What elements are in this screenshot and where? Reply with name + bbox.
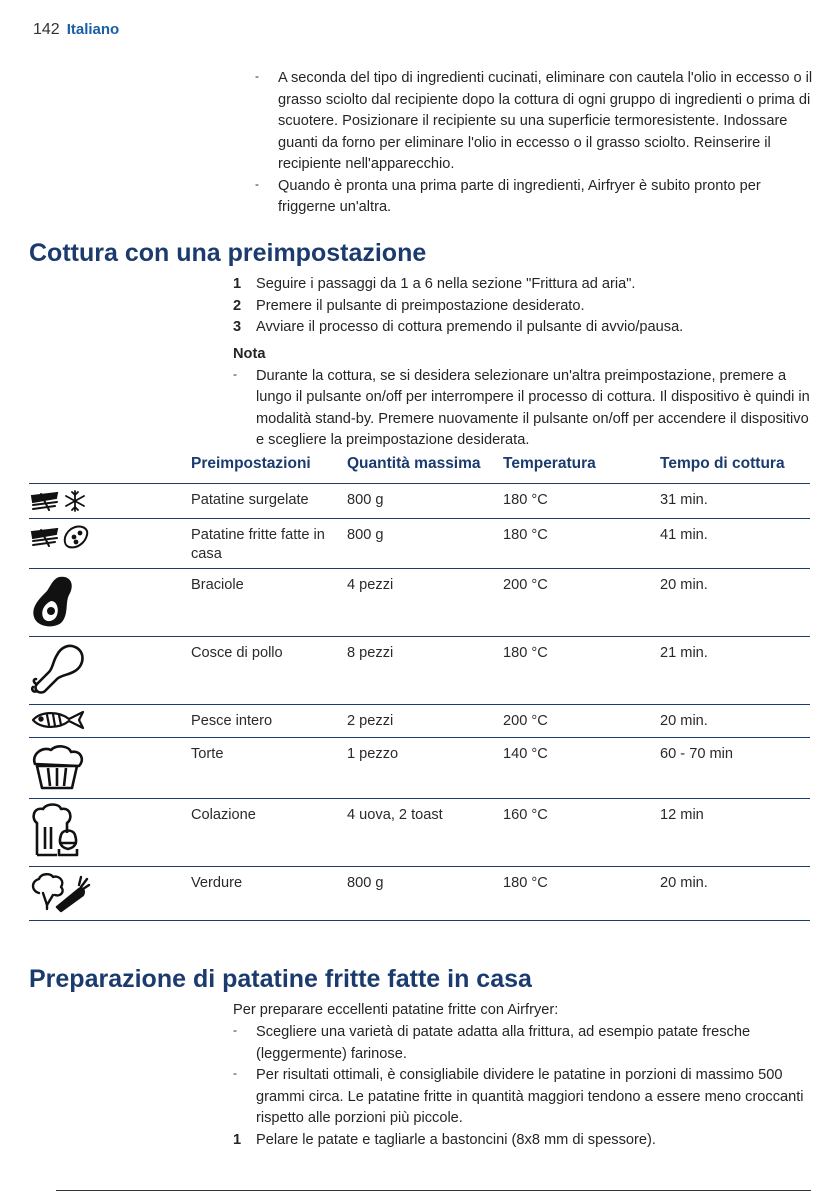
language-label: Italiano: [66, 21, 120, 38]
cell-quantity: 4 uova, 2 toast: [347, 799, 503, 867]
fries-intro: Per preparare eccellenti patatine fritte con Airfryer:: [233, 1002, 559, 1018]
table-row: [29, 569, 810, 637]
cell-temperature: 180 °C: [503, 484, 660, 519]
icon-header: [29, 452, 191, 484]
list-item: - Per risultati ottimali, è consigliabile dividere le patatine in porzioni di massimo 500 grammi circa. Le patatine fritte in quantità maggiori tendono a essere meno croccanti rispetto alle porzioni più piccole.: [233, 1066, 804, 1126]
cell-quantity: 8 pezzi: [347, 637, 503, 705]
table-row: [29, 738, 810, 799]
cell-preset: Patatine fritte fatte in casa: [191, 519, 347, 569]
cell-preset: Patatine surgelate: [191, 484, 347, 519]
table-row: [29, 799, 810, 867]
drumstick-icon: [29, 641, 191, 697]
note-label: Nota: [233, 346, 266, 362]
cell-time: 20 min.: [660, 569, 810, 637]
col-header-temperature: Temperatura: [503, 452, 660, 484]
bullet-dash: -: [255, 176, 259, 191]
cell-preset: Braciole: [191, 569, 347, 637]
cell-time: 20 min.: [660, 705, 810, 738]
cell-quantity: 800 g: [347, 484, 503, 519]
cell-temperature: 180 °C: [503, 637, 660, 705]
cell-quantity: 800 g: [347, 867, 503, 921]
bullet-dash: -: [255, 69, 259, 83]
section-title-preset: Cottura con una preimpostazione: [29, 239, 427, 267]
preset-steps: [233, 274, 812, 339]
list-item: - A seconda del tipo di ingredienti cucinati, eliminare con cautela l'olio in eccesso o il grasso sciolto dal recipiente dopo la cottura di ogni gruppo di ingredienti o prima di scuotere. Posizionare il recipiente su una superficie termoresistente. Indossare guanti da forno per eliminare l'olio in eccesso o il grasso sciolto. Reinserire il recipiente nell'apparecchio.: [255, 69, 813, 172]
list-item: - Scegliere una varietà di patate adatta alla frittura, ad esempio patate fresche (leggermente) farinose.: [233, 1023, 751, 1062]
step-item: 3 Avviare il processo di cottura premendo il pulsante di avvio/pausa.: [256, 317, 812, 339]
cell-quantity: 1 pezzo: [347, 738, 503, 799]
step-number: 1: [233, 1131, 242, 1148]
table-row: [29, 637, 810, 705]
table-header-row: [29, 452, 810, 484]
note-item: - Durante la cottura, se si desidera selezionare un'altra preimpostazione, premere a lungo il pulsante on/off per interrompere il processo di cottura. Il dispositivo è quindi in modalità stand-by. Premere nuovamente il pulsante on/off per accendere il dispositivo e scegliere la preimpostazione desiderata.: [233, 366, 810, 448]
cell-temperature: 200 °C: [503, 705, 660, 738]
cell-time: 12 min: [660, 799, 810, 867]
intro-bullet-list: [255, 68, 814, 219]
page-number: 142: [33, 21, 60, 38]
bullet-dash: -: [233, 1023, 237, 1037]
step-number: 3: [233, 319, 242, 335]
cell-quantity: 2 pezzi: [347, 705, 503, 738]
cell-temperature: 160 °C: [503, 799, 660, 867]
cell-temperature: 140 °C: [503, 738, 660, 799]
table-row: [29, 519, 810, 569]
cell-preset: Pesce intero: [191, 705, 347, 738]
page-header: [33, 21, 119, 41]
cell-time: 31 min.: [660, 484, 810, 519]
homemade-fries-icon: [29, 523, 191, 551]
step-item: 1 Pelare le patate e tagliarle a bastoncini (8x8 mm di spessore).: [256, 1130, 812, 1152]
muffin-icon: [29, 742, 191, 792]
cell-preset: Torte: [191, 738, 347, 799]
step-number: 1: [233, 276, 242, 292]
frozen-fries-icon: [29, 488, 191, 514]
note-block: [233, 344, 813, 452]
step-item: 2 Premere il pulsante di preimpostazione desiderato.: [256, 296, 812, 318]
table-row: [29, 867, 810, 921]
list-item: - Quando è pronta una prima parte di ingredienti, Airfryer è subito pronto per friggerne un'altra.: [255, 176, 761, 215]
cell-time: 41 min.: [660, 519, 810, 569]
breakfast-icon: [29, 803, 191, 859]
cell-quantity: 4 pezzi: [347, 569, 503, 637]
step-number: 2: [233, 297, 242, 314]
col-header-quantity: Quantità massima: [347, 452, 503, 484]
step-item: 1 Seguire i passaggi da 1 a 6 nella sezione "Frittura ad aria".: [256, 274, 812, 296]
cell-quantity: 800 g: [347, 519, 503, 569]
col-header-preset: Preimpostazioni: [191, 452, 347, 484]
preset-table: [29, 452, 810, 921]
vegetables-icon: [29, 871, 191, 913]
bullet-dash: -: [233, 1066, 237, 1080]
table-row: [29, 705, 810, 738]
cell-temperature: 200 °C: [503, 569, 660, 637]
section-title-homemade-fries: Preparazione di patatine fritte fatte in casa: [29, 965, 532, 993]
meat-chop-icon: [29, 573, 191, 629]
cell-time: 21 min.: [660, 637, 810, 705]
cell-preset: Verdure: [191, 867, 347, 921]
bullet-dash: -: [233, 366, 237, 381]
cell-preset: Cosce di pollo: [191, 637, 347, 705]
col-header-time: Tempo di cottura: [660, 452, 810, 484]
cell-temperature: 180 °C: [503, 519, 660, 569]
table-row: [29, 484, 810, 519]
fish-icon: [29, 709, 191, 731]
cell-time: 60 - 70 min: [660, 738, 810, 799]
fries-bullets: [233, 1022, 812, 1151]
cell-preset: Colazione: [191, 799, 347, 867]
cell-temperature: 180 °C: [503, 867, 660, 921]
cell-time: 20 min.: [660, 867, 810, 921]
